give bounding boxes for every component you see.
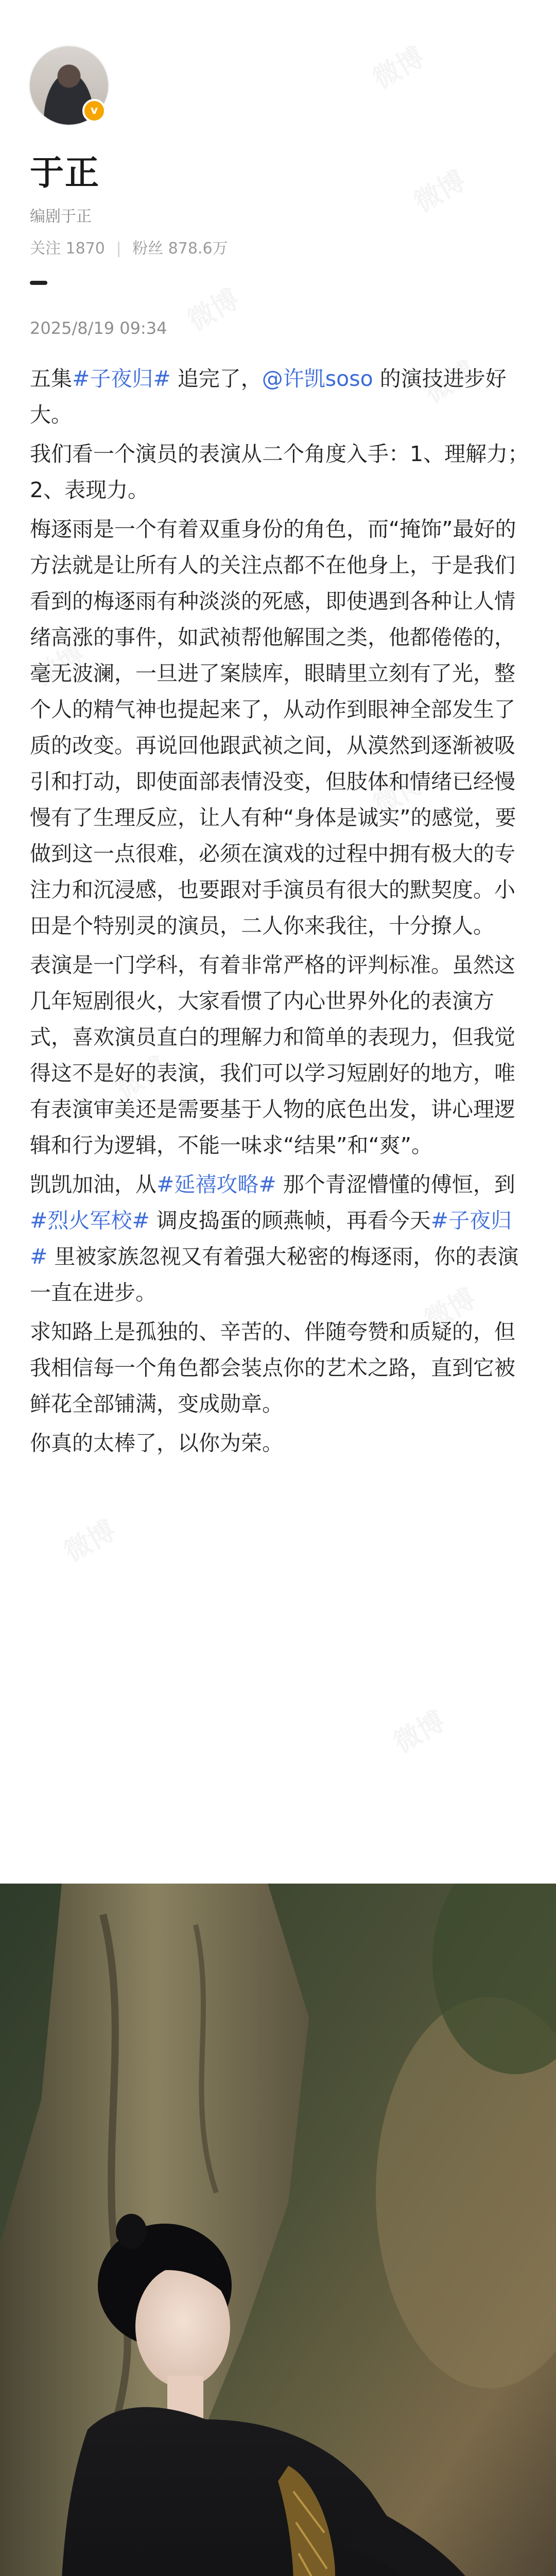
hashtag-link[interactable]: #延禧攻略#	[157, 1172, 276, 1197]
post-date: 2025/8/19 09:34	[30, 318, 167, 338]
profile-header	[30, 46, 524, 285]
post-text: 里被家族忽视又有着强大秘密的梅逐雨，你的表演一直在进步。	[30, 1244, 519, 1305]
verified-badge-icon: v	[82, 99, 106, 123]
author-stats	[30, 235, 524, 258]
post-paragraph	[30, 1166, 529, 1311]
post-text: 的演技进步好大。	[30, 366, 507, 427]
photo-illustration	[0, 1884, 556, 2576]
post-body	[30, 361, 529, 1464]
mention-link[interactable]: @许凯soso	[262, 366, 373, 391]
section-divider	[30, 281, 47, 285]
post-paragraph: 我们看一个演员的表演从二个角度入手：1、理解力；2、表现力。	[30, 442, 529, 502]
post-text: 那个青涩懵懂的傅恒，到	[276, 1172, 515, 1197]
follow-label: 关注	[30, 240, 61, 258]
avatar[interactable]	[30, 46, 108, 125]
post-text: 追完了，	[170, 366, 262, 391]
post-paragraph: 表演是一门学科，有着非常严格的评判标准。虽然这几年短剧很火，大家看惯了内心世界外化的表演方式，喜欢演员直白的理解力和简单的表现力，但我觉得这不是好的表演，我们可以学习短剧好的地方，唯有表演审美还是需要基于人物的底色出发，讲心理逻辑和行为逻辑，不能一味求“结果”和“爽”。	[30, 953, 515, 1158]
post-paragraph	[30, 361, 529, 433]
background-watermark	[385, 1700, 451, 1760]
post-paragraph: 你真的太棒了，以你为荣。	[30, 1431, 283, 1455]
fans-count[interactable]: 878.6万	[168, 240, 228, 258]
post-photo[interactable]	[0, 1884, 556, 2576]
follow-count[interactable]: 1870	[65, 240, 105, 258]
hashtag-link[interactable]: #子夜归#	[30, 1208, 512, 1269]
post-text: 调皮捣蛋的顾燕帧，再看今天	[149, 1208, 431, 1233]
post-text: 凯凯加油，从	[30, 1172, 157, 1197]
background-watermark	[179, 278, 245, 338]
hashtag-link[interactable]: #子夜归#	[72, 366, 171, 391]
author-name[interactable]: 于正	[30, 153, 100, 193]
stats-separator: |	[116, 240, 121, 258]
fans-label: 粉丝	[132, 240, 164, 258]
background-watermark	[56, 1509, 121, 1569]
post-paragraph: 求知路上是孤独的、辛苦的、伴随夸赞和质疑的，但我相信每一个角色都会装点你的艺术之路，直到它被鲜花全部铺满，变成勋章。	[30, 1319, 515, 1416]
author-bio: 编剧于正	[30, 208, 92, 226]
post-text: 五集	[30, 366, 72, 391]
hashtag-link[interactable]: #烈火军校#	[30, 1208, 150, 1233]
post-paragraph: 梅逐雨是一个有着双重身份的角色，而“掩饰”最好的方法就是让所有人的关注点都不在他身上，于是我们看到的梅逐雨有种淡淡的死感，即使遇到各种让人情绪高涨的事件，如武祯帮他解围之类，他都倦倦的，毫无波澜，一旦进了案牍库，眼睛里立刻有了光，整个人的精气神也提起来了，从动作到眼神全部发生了质的改变。再说回他跟武祯之间，从漠然到逐渐被吸引和打动，即使面部表情没变，但肢体和情绪已经慢慢有了生理反应，让人有种“身体是诚实”的感觉，要做到这一点很难，必须在演戏的过程中拥有极大的专注力和沉浸感，也要跟对手演员有很大的默契度。小田是个特别灵的演员，二人你来我往，十分撩人。	[30, 517, 516, 938]
